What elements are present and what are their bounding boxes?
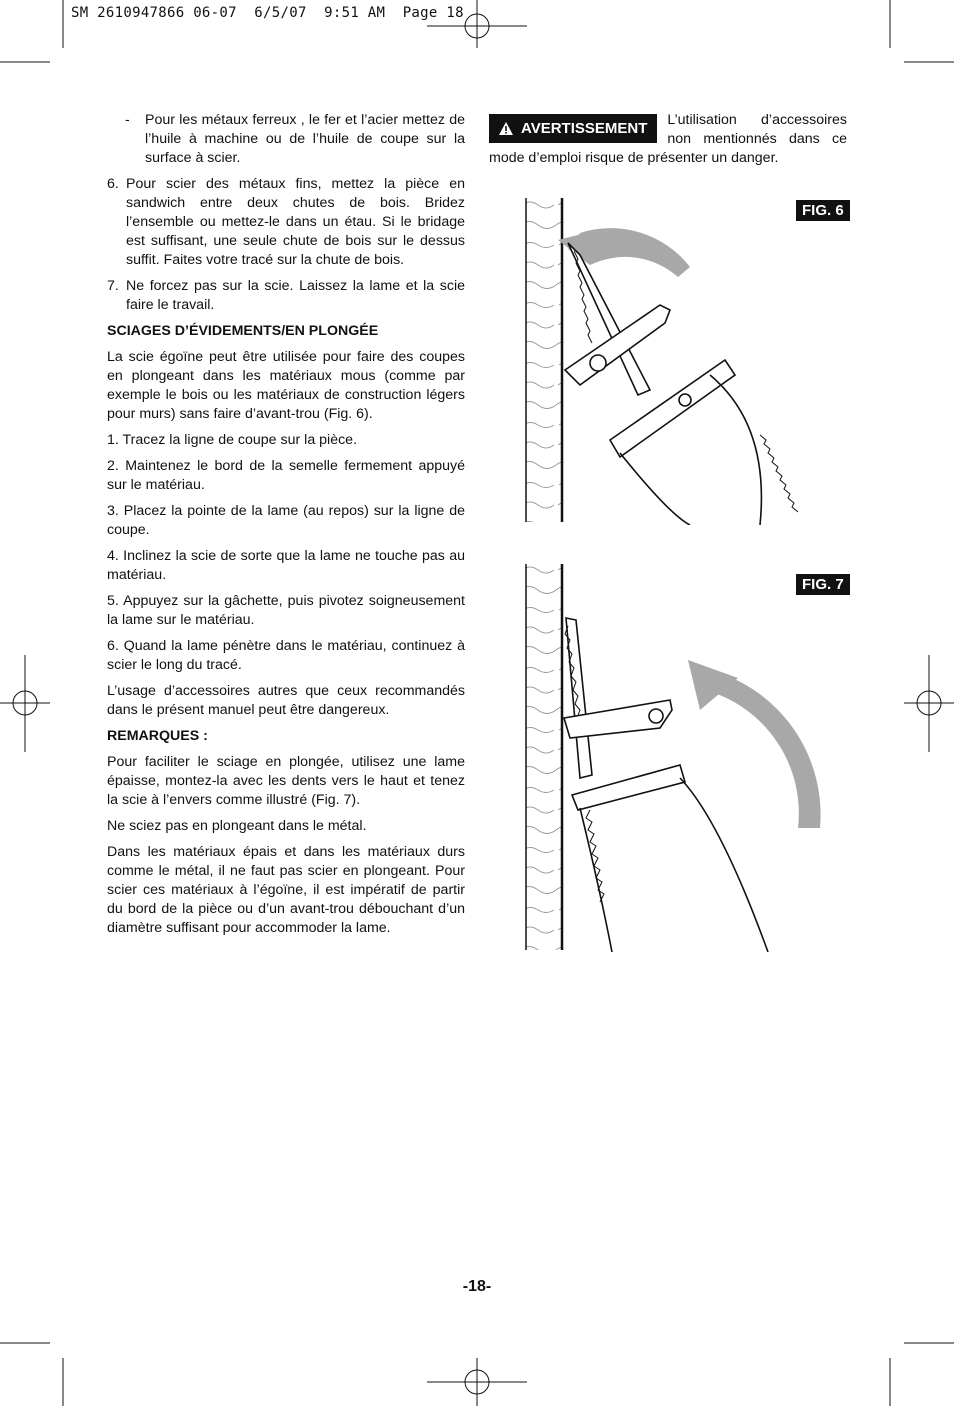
list-item	[125, 111, 465, 168]
paragraph: Dans les matériaux épais et dans les matériaux durs comme le métal, il ne faut pas scier en plongeant. Pour scier ces matériaux à l’égoïne, il est impératif de partir du bord de la pièce ou d’un avant-trou débouchant d’un diamètre suffisant pour accommoder la lame.	[107, 844, 465, 936]
list-number: 7.	[107, 278, 119, 294]
warning-triangle-icon	[499, 122, 513, 135]
paragraph: 1. Tracez la ligne de coupe sur la pièce.	[107, 432, 358, 448]
paragraph: 4. Inclinez la scie de sorte que la lame ne touche pas au matériau.	[107, 548, 465, 583]
section-heading: REMARQUES :	[107, 728, 208, 744]
paragraph: 2. Maintenez le bord de la semelle fermement appuyé sur le matériau.	[107, 458, 465, 493]
section-heading: SCIAGES D’ÉVIDEMENTS/EN PLONGÉE	[107, 323, 379, 339]
paragraph: Ne sciez pas en plongeant dans le métal.	[107, 818, 367, 834]
paragraph: La scie égoïne peut être utilisée pour faire des coupes en plongeant dans les matériaux mous (comme par exemple le bois ou les matériaux de construction légers pour murs) sans faire d’avant-trou (Fig. 6).	[107, 349, 465, 422]
list-item	[107, 175, 465, 270]
fig6-label: FIG. 6	[796, 200, 850, 221]
list-item-text: Pour les métaux ferreux , le fer et l’acier mettez de l’huile à machine ou de l’huile de coupe sur la surface à scier.	[145, 112, 465, 166]
list-number: 6.	[107, 176, 119, 192]
left-column	[107, 111, 465, 945]
reciprocating-saw-icon	[565, 243, 798, 525]
page-number: -18-	[462, 1278, 492, 1295]
paragraph: 6. Quand la lame pénètre dans le matériau, continuez à scier le long du tracé.	[107, 638, 465, 673]
warning-block	[489, 111, 847, 168]
bullet-dash: -	[125, 112, 130, 128]
list-item	[107, 277, 465, 315]
fig7-label: FIG. 7	[796, 574, 850, 595]
warning-text: L’utilisation d’accessoires non mentionnés dans ce mode d’emploi risque de présenter un danger.	[489, 112, 847, 166]
warning-badge	[489, 114, 657, 143]
reciprocating-saw-icon	[564, 618, 768, 952]
paragraph: 5. Appuyez sur la gâchette, puis pivotez soigneusement la lame sur le matériau.	[107, 593, 465, 628]
fig7-illustration	[520, 560, 850, 952]
list-item-text: Pour scier des métaux fins, mettez la pièce en sandwich entre deux chutes de bois. Bridez l’ensemble ou mettez-le dans un étau. Si le bridage est suffisant, une seule chute de bois sur le dessus suffit. Faites votre tracé sur la chute de bois.	[126, 176, 465, 268]
fig6-illustration	[520, 195, 850, 525]
list-item-text: Ne forcez pas sur la scie. Laissez la lame et la scie faire le travail.	[126, 278, 465, 313]
warning-label: AVERTISSEMENT	[521, 120, 648, 137]
paragraph: Pour faciliter le sciage en plongée, utilisez une lame épaisse, montez-la avec les dents vers le haut et tenez la scie à l’envers comme illustré (Fig. 7).	[107, 754, 465, 808]
print-slug: SM 2610947866 06-07 6/5/07 9:51 AM Page 18	[71, 5, 464, 21]
paragraph: L’usage d’accessoires autres que ceux recommandés dans le présent manuel peut être dangereux.	[107, 683, 465, 718]
rotation-arrow-icon	[705, 670, 821, 828]
wall-material	[526, 564, 562, 950]
wall-material	[526, 198, 562, 522]
paragraph: 3. Placez la pointe de la lame (au repos) sur la ligne de coupe.	[107, 503, 465, 538]
